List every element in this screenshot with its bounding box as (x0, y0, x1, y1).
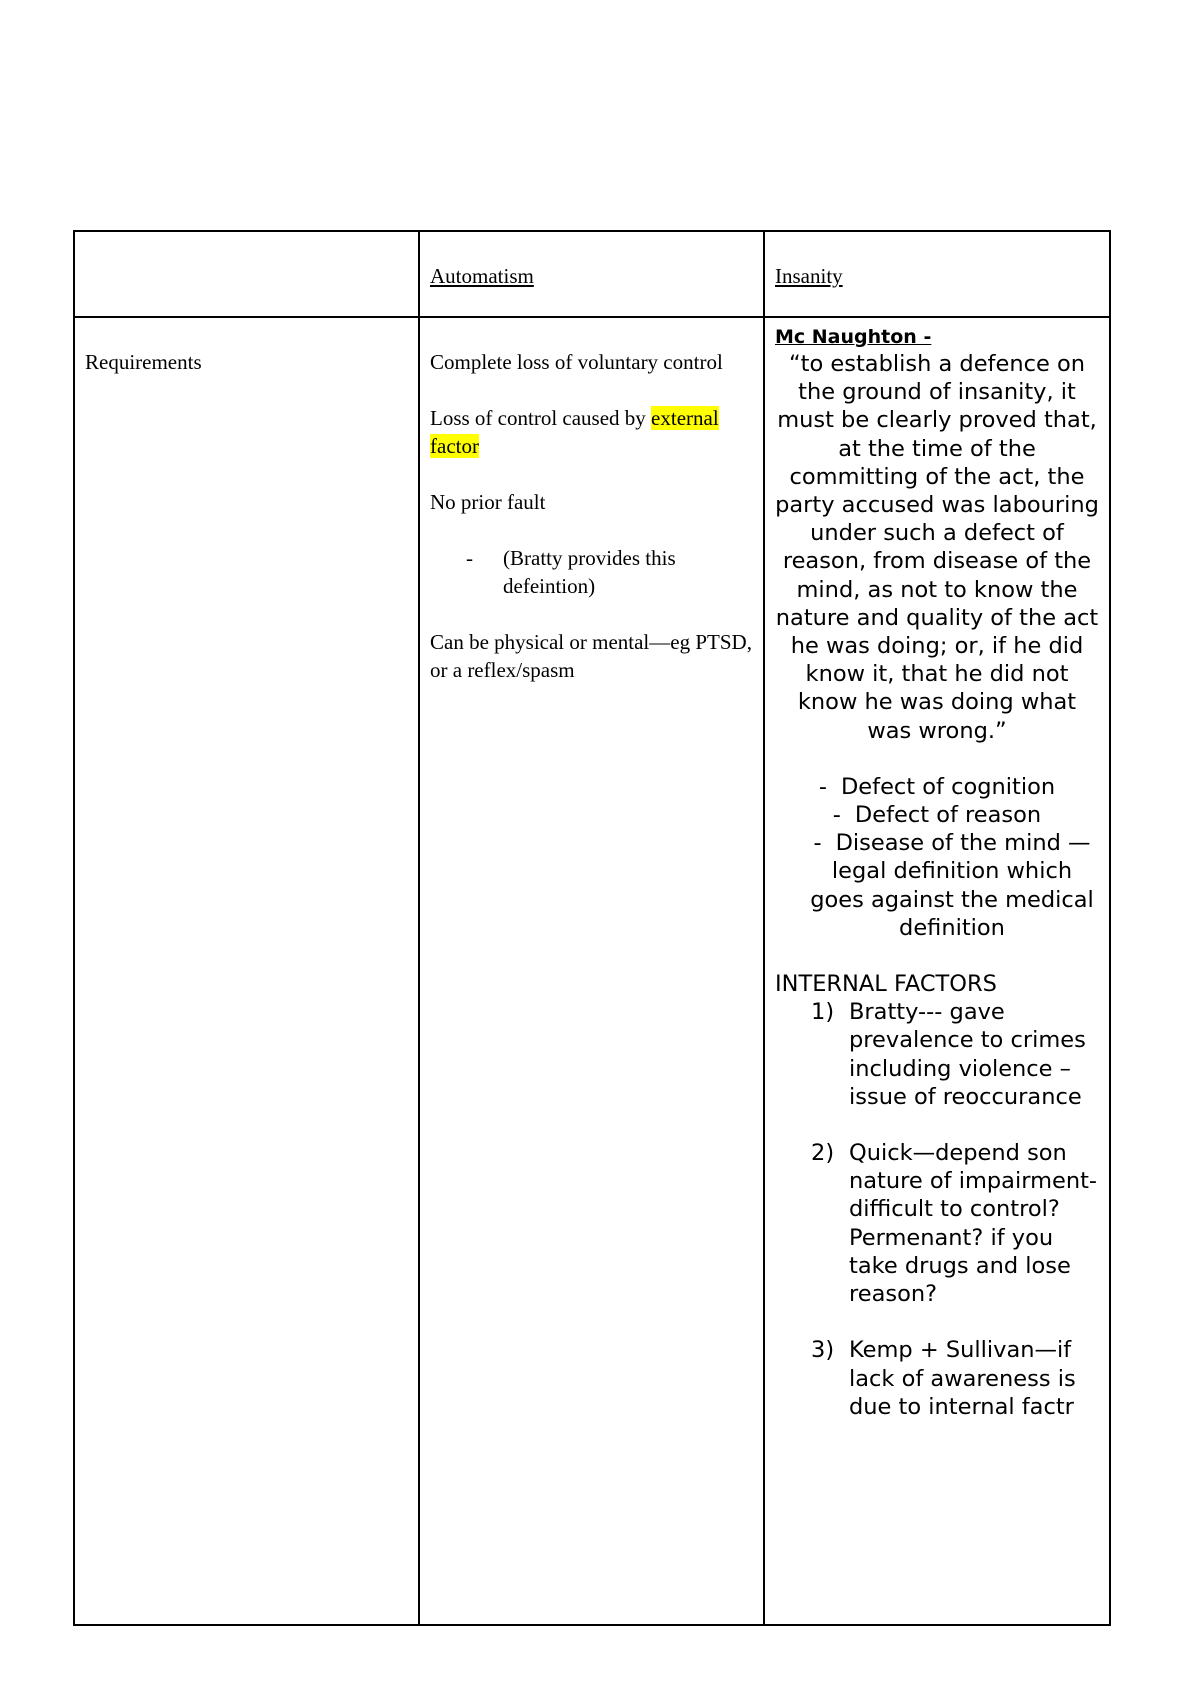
list-item-text: (Bratty provides this defeintion) (503, 546, 676, 598)
automatism-point-2-text: Loss of control caused by (430, 406, 646, 430)
list-item (775, 773, 1099, 801)
list-number: 1) (811, 999, 835, 1026)
list-item-text: Defect of cognition (840, 773, 1056, 800)
automatism-point-3: No prior fault (430, 490, 546, 514)
mcnaughton-quote: “to establish a defence on the ground of insanity, it must be clearly proved that, at the time of the committing of the act, the party accused was labouring under such a defect of reason, from disease of the mind, as not to know the nature and quality of the act he was doing; or, if he did know it, that he did not know he was doing what was wrong.” (775, 351, 1099, 744)
automatism-point-4: Can be physical or mental—eg PTSD, or a reflex/spasm (430, 630, 752, 682)
row-label-cell (74, 317, 419, 1625)
case-name: Mc Naughton - (775, 326, 932, 348)
automatism-point-1: Complete loss of voluntary control (430, 350, 723, 374)
automatism-heading: Automatism (430, 264, 534, 288)
list-item-text: Quick—depend son nature of impairment- difficult to control? Permenant? if you take drugs and lose reason? (849, 1140, 1098, 1308)
header-cell-automatism (419, 231, 764, 317)
list-item-text: Defect of reason (854, 802, 1042, 829)
comparison-table (73, 230, 1111, 1626)
list-number: 2) (811, 1140, 835, 1167)
list-item (775, 1139, 1099, 1308)
list-item (775, 1336, 1099, 1421)
automatism-point-2 (430, 404, 753, 460)
dash-bullet: - (818, 773, 827, 800)
table-header-row (74, 231, 1110, 317)
insanity-cell (764, 317, 1110, 1625)
dash-bullet: - (466, 546, 473, 570)
list-item (775, 998, 1099, 1111)
highlighted-text: external factor (430, 406, 719, 458)
list-item (775, 801, 1099, 829)
internal-factors-heading: INTERNAL FACTORS (775, 971, 997, 998)
list-item-text: Disease of the mind —legal definition which goes against the medical definition (810, 830, 1094, 941)
insanity-heading: Insanity (775, 264, 843, 288)
list-number: 3) (811, 1337, 835, 1364)
header-cell-empty (74, 231, 419, 317)
table-row (74, 317, 1110, 1625)
list-item (775, 829, 1099, 942)
dash-bullet: - (832, 802, 841, 829)
internal-factors-list (775, 998, 1099, 1421)
list-item-text: Kemp + Sullivan—if lack of awareness is due to internal factr (849, 1337, 1076, 1420)
header-cell-insanity (764, 231, 1110, 317)
elements-list (775, 773, 1099, 942)
list-item (430, 544, 753, 600)
automatism-cell (419, 317, 764, 1625)
requirements-label: Requirements (85, 350, 202, 374)
list-item-text: Bratty--- gave prevalence to crimes including violence – issue of reoccurance (849, 999, 1086, 1110)
dash-bullet: - (813, 830, 822, 857)
